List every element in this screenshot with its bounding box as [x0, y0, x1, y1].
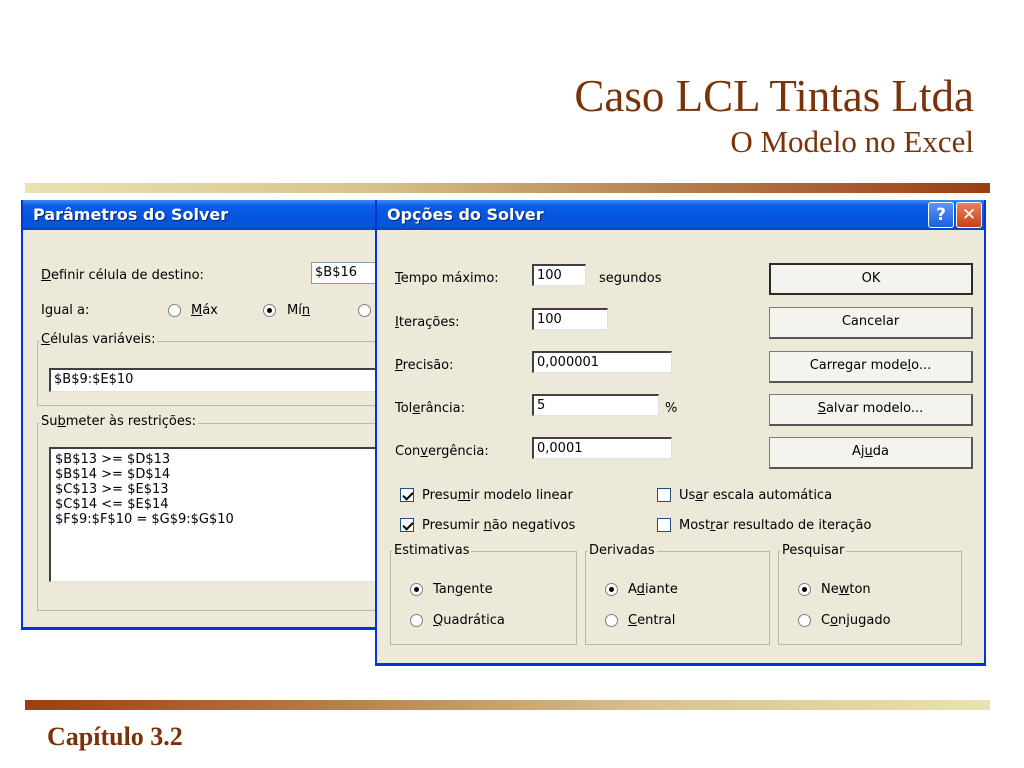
slide-title: Caso LCL Tintas Ltda [574, 71, 974, 121]
convergence-label: Convergência: [395, 444, 489, 459]
precision-input[interactable]: 0,000001 [532, 351, 672, 373]
max-time-unit: segundos [599, 271, 662, 286]
target-cell-input[interactable]: $B$16 [311, 262, 391, 284]
constraint-item[interactable]: $B$13 >= $D$13 [55, 452, 171, 467]
quadratic-radio[interactable] [410, 614, 423, 627]
central-radio[interactable] [605, 614, 618, 627]
ok-button[interactable]: OK [769, 263, 973, 295]
constraint-item[interactable]: $F$9:$F$10 = $G$9:$G$10 [55, 512, 234, 527]
chapter-label: Capítulo 3.2 [47, 722, 183, 751]
variable-cells-input[interactable]: $B$9:$E$10 [49, 368, 385, 392]
tolerance-input[interactable]: 5 [532, 394, 659, 416]
constraint-item[interactable]: $C$13 >= $E$13 [55, 482, 169, 497]
derivatives-label: Derivadas [589, 543, 655, 558]
tangent-radio[interactable] [410, 583, 423, 596]
assume-nonneg-checkbox[interactable] [400, 518, 414, 532]
max-radio[interactable] [168, 304, 181, 317]
solver-options-title: Opções do Solver [387, 205, 544, 224]
target-cell-label: Definir célula de destino: [41, 268, 204, 283]
solver-options-dialog [375, 200, 986, 666]
iterations-input[interactable]: 100 [532, 308, 608, 330]
iterations-label: Iterações: [395, 315, 460, 330]
load-model-button[interactable]: Carregar modelo... [769, 351, 973, 383]
min-radio[interactable] [263, 304, 276, 317]
tolerance-label: Tolerância: [395, 401, 465, 416]
show-iteration-label: Mostrar resultado de iteração [679, 518, 872, 533]
solver-parameters-titlebar[interactable] [23, 200, 380, 230]
help-icon[interactable]: ? [928, 202, 954, 228]
auto-scale-checkbox[interactable] [657, 488, 671, 502]
assume-linear-label: Presumir modelo linear [422, 488, 573, 503]
help-button[interactable]: Ajuda [769, 437, 973, 469]
estimates-group [390, 551, 577, 645]
assume-linear-checkbox[interactable] [400, 488, 414, 502]
assume-nonneg-label: Presumir não negativos [422, 518, 576, 533]
tangent-label: Tangente [433, 582, 493, 597]
conjugate-radio[interactable] [798, 614, 811, 627]
convergence-input[interactable]: 0,0001 [532, 437, 672, 459]
forward-radio[interactable] [605, 583, 618, 596]
bottom-divider-bar [25, 700, 990, 710]
constraint-item[interactable]: $C$14 <= $E$14 [55, 497, 169, 512]
conjugate-label: Conjugado [821, 613, 891, 628]
save-model-button[interactable]: Salvar modelo... [769, 394, 973, 426]
forward-label: Adiante [628, 582, 678, 597]
auto-scale-label: Usar escala automática [679, 488, 833, 503]
variable-cells-label: Células variáveis: [41, 332, 156, 347]
cancel-button[interactable]: Cancelar [769, 307, 973, 339]
central-label: Central [628, 613, 676, 628]
slide-subtitle: O Modelo no Excel [730, 124, 974, 159]
value-of-radio[interactable] [358, 304, 371, 317]
constraints-list[interactable] [49, 447, 385, 582]
show-iteration-checkbox[interactable] [657, 518, 671, 532]
solver-options-titlebar[interactable] [377, 200, 984, 230]
min-radio-label: Mín [287, 303, 311, 318]
tolerance-unit: % [665, 401, 678, 416]
max-radio-label: Máx [191, 303, 218, 318]
derivatives-group [585, 551, 770, 645]
constraint-item[interactable]: $B$14 >= $D$14 [55, 467, 171, 482]
max-time-input[interactable]: 100 [532, 264, 586, 286]
equal-to-label: Igual a: [41, 303, 90, 318]
constraints-label: Submeter às restrições: [41, 414, 197, 429]
quadratic-label: Quadrática [433, 613, 505, 628]
close-icon[interactable]: ✕ [956, 202, 982, 228]
search-label: Pesquisar [782, 543, 845, 558]
precision-label: Precisão: [395, 358, 454, 373]
search-group [778, 551, 962, 645]
solver-parameters-dialog [21, 200, 381, 630]
newton-label: Newton [821, 582, 871, 597]
estimates-label: Estimativas [394, 543, 470, 558]
max-time-label: Tempo máximo: [395, 271, 499, 286]
newton-radio[interactable] [798, 583, 811, 596]
solver-parameters-title: Parâmetros do Solver [33, 205, 229, 224]
top-divider-bar [25, 183, 990, 193]
